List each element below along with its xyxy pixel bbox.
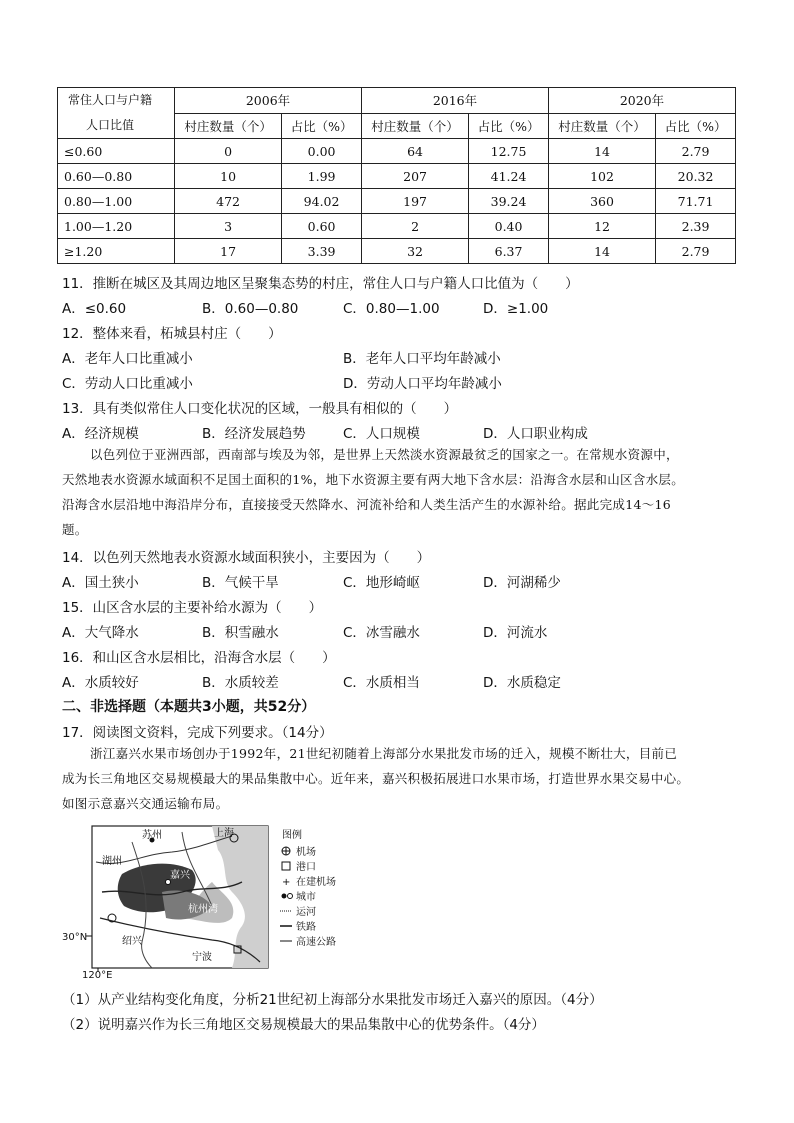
place-label-shaoxing: 绍兴 <box>122 936 142 947</box>
row-label: ≥1.20 <box>58 239 175 264</box>
table-cell: 32 <box>362 239 469 264</box>
table-cell: 20.32 <box>656 164 736 189</box>
corner-line-1: 常住人口与户籍 <box>68 93 153 107</box>
table-cell: 14 <box>548 139 655 164</box>
question-11-stem: 11．推断在城区及其周边地区呈聚集态势的村庄，常住人口与户籍人口比值为（ ） <box>62 276 579 292</box>
table-row <box>58 164 736 189</box>
row-label: 0.60—0.80 <box>58 164 175 189</box>
row-label: 1.00—1.20 <box>58 214 175 239</box>
port-icon <box>282 862 290 870</box>
corner-line-2: 人口比值 <box>86 118 135 132</box>
legend-title: 图例 <box>282 830 302 841</box>
row-label: 0.80—1.00 <box>58 189 175 214</box>
table-cell: 2 <box>362 214 469 239</box>
passage-line: 沿海含水层沿地中海沿岸分布，直接接受天然降水、河流补给和人类生活产生的水源补给。据此完成14～16 <box>62 497 672 512</box>
year-header-2006: 2006年 <box>175 88 362 114</box>
question-16-stem: 16．和山区含水层相比，沿海含水层（ ） <box>62 650 336 666</box>
table-cell: 197 <box>362 189 469 214</box>
table-cell: 6.37 <box>469 239 549 264</box>
table-cell: 0.40 <box>469 214 549 239</box>
table-cell: 39.24 <box>469 189 549 214</box>
option-b[interactable]: B．老年人口平均年龄减小 <box>343 351 501 367</box>
table-cell: 2.79 <box>656 239 736 264</box>
legend-item-railway: 铁路 <box>296 922 316 933</box>
table-cell: 360 <box>548 189 655 214</box>
table-corner-header <box>58 88 175 139</box>
row-label: ≤0.60 <box>58 139 175 164</box>
table-cell: 3.39 <box>282 239 362 264</box>
subheader: 村庄数量（个） <box>362 113 469 139</box>
table-row <box>58 239 736 264</box>
city-icon <box>282 894 287 899</box>
table-row <box>58 214 736 239</box>
option-a[interactable]: A．≤0.60 <box>62 301 127 317</box>
legend-item-airport: 机场 <box>296 847 316 858</box>
table-cell: 2.39 <box>656 214 736 239</box>
option-b[interactable]: B．气候干旱 <box>202 575 279 591</box>
map-legend <box>280 828 336 948</box>
passage-israel <box>62 442 734 542</box>
option-c[interactable]: C．地形崎岖 <box>343 575 420 591</box>
option-a[interactable]: A．国土狭小 <box>62 575 139 591</box>
legend-item-port: 港口 <box>296 862 316 873</box>
village-population-table <box>57 87 736 264</box>
subheader: 村庄数量（个） <box>548 113 655 139</box>
option-a[interactable]: A．经济规模 <box>62 426 139 442</box>
table-cell: 0.00 <box>282 139 362 164</box>
subheader: 村庄数量（个） <box>175 113 282 139</box>
option-c[interactable]: C．人口规模 <box>343 426 420 442</box>
option-d[interactable]: D．河湖稀少 <box>483 575 561 591</box>
question-12-stem: 12．整体来看，柘城县村庄（ ） <box>62 326 282 342</box>
table-row <box>58 139 736 164</box>
option-a[interactable]: A．老年人口比重减小 <box>62 351 193 367</box>
option-c[interactable]: C．冰雪融水 <box>343 625 420 641</box>
option-d[interactable]: D．水质稳定 <box>483 675 561 691</box>
year-header-2016: 2016年 <box>362 88 549 114</box>
planned-airport-icon: + <box>282 877 291 888</box>
table-cell: 3 <box>175 214 282 239</box>
table-cell: 12.75 <box>469 139 549 164</box>
option-a[interactable]: A．大气降水 <box>62 625 139 641</box>
option-b[interactable]: B．经济发展趋势 <box>202 426 306 442</box>
table-cell: 71.71 <box>656 189 736 214</box>
place-label-ningbo: 宁波 <box>192 952 212 963</box>
passage-line: 如图示意嘉兴交通运输布局。 <box>62 796 229 811</box>
option-d[interactable]: D．≥1.00 <box>483 301 549 317</box>
legend-item-city: 城市 <box>296 892 316 903</box>
passage-line: 成为长三角地区交易规模最大的果品集散中心。近年来，嘉兴积极拓展进口水果市场，打造世界水果交易中心。 <box>62 771 690 786</box>
option-c[interactable]: C．水质相当 <box>343 675 420 691</box>
subheader: 占比（%） <box>656 113 736 139</box>
table-cell: 17 <box>175 239 282 264</box>
option-c[interactable]: C．劳动人口比重减小 <box>62 376 193 392</box>
latitude-label: 30°N <box>62 932 88 943</box>
legend-item-canal: 运河 <box>296 907 316 918</box>
table-row <box>58 189 736 214</box>
passage-jiaxing <box>62 741 734 816</box>
option-b[interactable]: B．积雪融水 <box>202 625 279 641</box>
question-17-sub2: （2）说明嘉兴作为长三角地区交易规模最大的果品集散中心的优势条件。（4分） <box>62 1017 545 1033</box>
place-label-hangzhou-bay: 杭州湾 <box>188 904 218 915</box>
table-cell: 102 <box>548 164 655 189</box>
subheader: 占比（%） <box>469 113 549 139</box>
place-label-jiaxing: 嘉兴 <box>170 870 190 881</box>
jiaxing-transport-map <box>62 822 364 982</box>
table-cell: 14 <box>548 239 655 264</box>
question-13-stem: 13．具有类似常住人口变化状况的区域，一般具有相似的（ ） <box>62 401 458 417</box>
table-cell: 41.24 <box>469 164 549 189</box>
legend-item-planned-airport: 在建机场 <box>296 877 336 888</box>
city-icon <box>288 894 293 899</box>
passage-line: 题。 <box>62 522 88 537</box>
table-cell: 2.79 <box>656 139 736 164</box>
table-cell: 0 <box>175 139 282 164</box>
place-label-suzhou: 苏州 <box>142 830 162 841</box>
subheader: 占比（%） <box>282 113 362 139</box>
table-cell: 207 <box>362 164 469 189</box>
table-cell: 1.99 <box>282 164 362 189</box>
place-label-huzhou: 湖州 <box>102 856 122 867</box>
table-cell: 10 <box>175 164 282 189</box>
option-b[interactable]: B．水质较差 <box>202 675 279 691</box>
question-15-stem: 15．山区含水层的主要补给水源为（ ） <box>62 600 323 616</box>
option-d[interactable]: D．河流水 <box>483 625 548 641</box>
year-header-2020: 2020年 <box>548 88 735 114</box>
place-label-shanghai: 上海 <box>214 828 234 839</box>
passage-line: 以色列位于亚洲西部，西南部与埃及为邻，是世界上天然淡水资源最贫乏的国家之一。在常规水资源中， <box>90 447 679 462</box>
question-14-stem: 14．以色列天然地表水资源水域面积狭小，主要因为（ ） <box>62 550 431 566</box>
table-cell: 64 <box>362 139 469 164</box>
option-b[interactable]: B．0.60—0.80 <box>202 301 299 317</box>
longitude-label: 120°E <box>82 970 113 981</box>
option-a[interactable]: A．水质较好 <box>62 675 139 691</box>
table-cell: 0.60 <box>282 214 362 239</box>
option-d[interactable]: D．劳动人口平均年龄减小 <box>343 376 502 392</box>
option-c[interactable]: C．0.80—1.00 <box>343 301 440 317</box>
legend-item-highway: 高速公路 <box>296 937 336 948</box>
question-17-stem: 17．阅读图文资料，完成下列要求。（14分） <box>62 725 333 741</box>
table-cell: 472 <box>175 189 282 214</box>
option-d[interactable]: D．人口职业构成 <box>483 426 588 442</box>
question-17-sub1: （1）从产业结构变化角度，分析21世纪初上海部分水果批发市场迁入嘉兴的原因。（4分） <box>62 992 603 1008</box>
section-2-heading: 二、非选择题（本题共3小题，共52分） <box>62 699 316 715</box>
place-label-hangzhou: 杭州 <box>98 898 118 909</box>
table-cell: 94.02 <box>282 189 362 214</box>
table-cell: 12 <box>548 214 655 239</box>
passage-line: 浙江嘉兴水果市场创办于1992年，21世纪初随着上海部分水果批发市场的迁入，规模不断壮大，目前已 <box>90 746 678 761</box>
passage-line: 天然地表水资源水域面积不足国土面积的1%，地下水资源主要有两大地下含水层：沿海含水层和山区含水层。 <box>62 472 685 487</box>
